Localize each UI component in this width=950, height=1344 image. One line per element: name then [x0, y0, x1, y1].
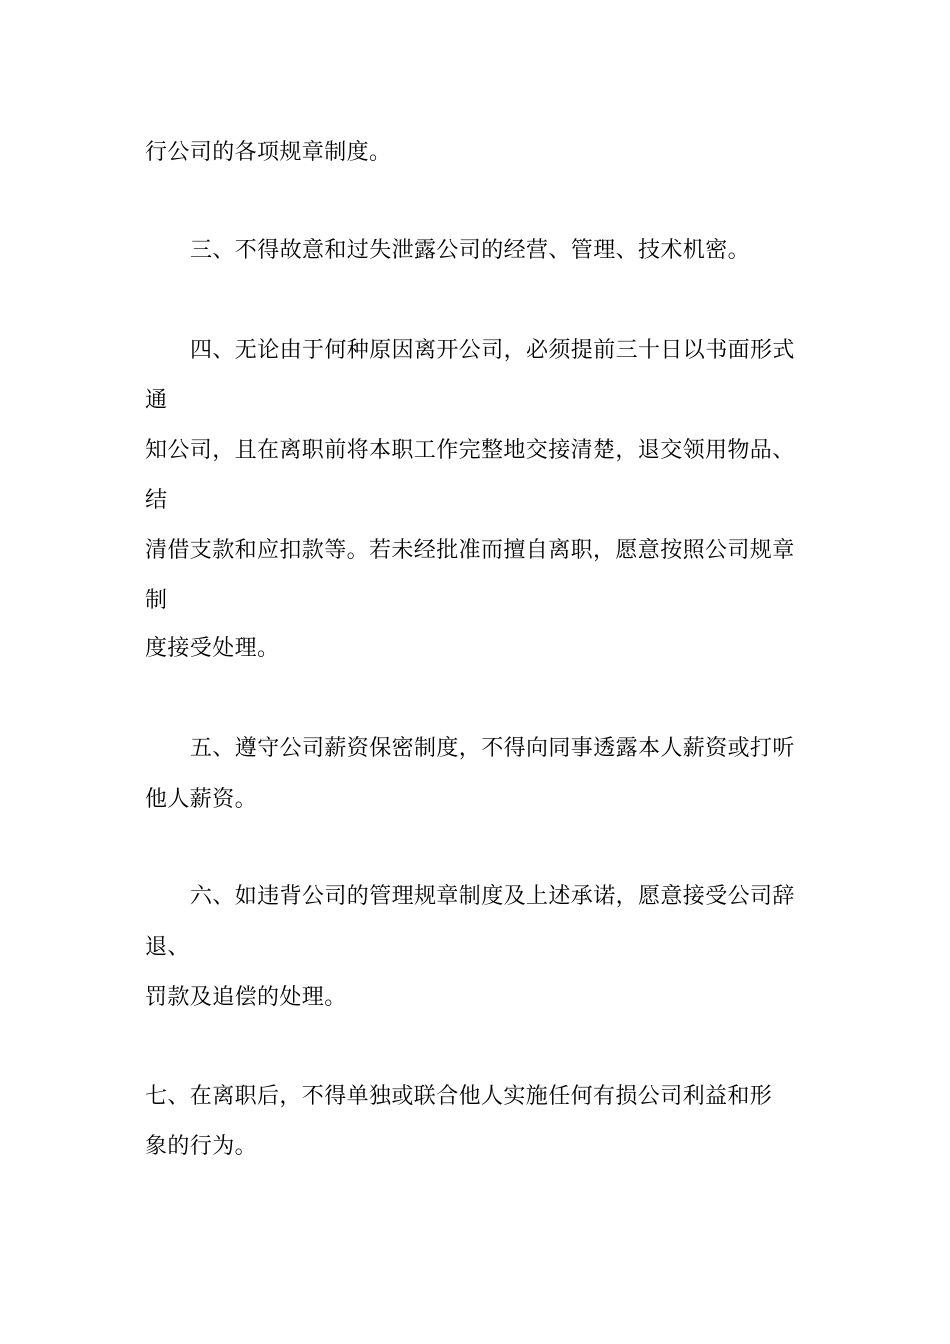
text-line-1: 行公司的各项规章制度。	[145, 140, 392, 165]
clause-7-line-1: 七、在离职后，不得单独或联合他人实施任何有损公司利益和形	[145, 1084, 773, 1109]
clause-6-line-2: 退、	[145, 935, 190, 960]
clause-4-line-4: 结	[145, 488, 168, 513]
clause-6-line-1: 六、如违背公司的管理规章制度及上述承诺，愿意接受公司辞	[190, 884, 795, 909]
clause-4-line-5: 清借支款和应扣款等。若未经批准而擅自离职，愿意按照公司规章	[145, 538, 795, 563]
clause-4-line-7: 度接受处理。	[145, 636, 280, 661]
clause-4-line-2: 通	[145, 388, 168, 413]
clause-4-line-1: 四、无论由于何种原因离开公司，必须提前三十日以书面形式	[190, 338, 795, 363]
clause-4-line-6: 制	[145, 588, 168, 613]
clause-5-line-2: 他人薪资。	[145, 787, 258, 812]
clause-5-line-1: 五、遵守公司薪资保密制度，不得向同事透露本人薪资或打听	[190, 736, 795, 761]
clause-6-line-3: 罚款及追偿的处理。	[145, 985, 347, 1010]
clause-3-line: 三、不得故意和过失泄露公司的经营、管理、技术机密。	[190, 238, 751, 263]
clause-7-line-2: 象的行为。	[145, 1134, 258, 1159]
clause-4-line-3: 知公司，且在离职前将本职工作完整地交接清楚，退交领用物品、	[145, 438, 795, 463]
